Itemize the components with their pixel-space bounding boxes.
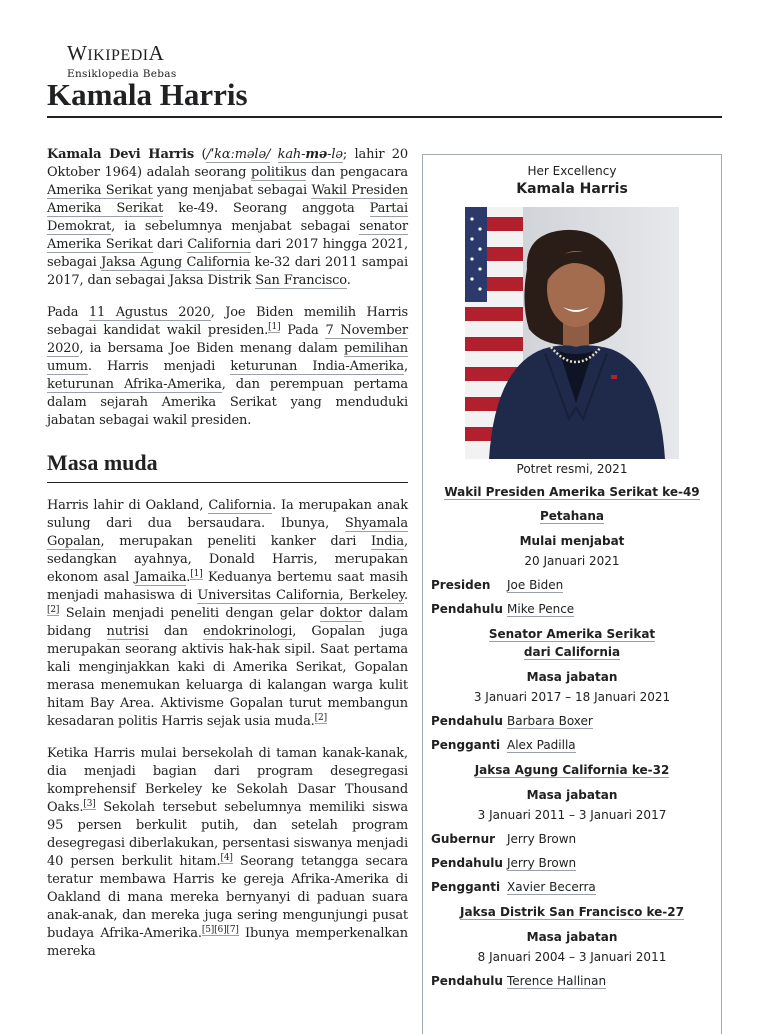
article-link[interactable]: Jaksa Agung California [101,255,251,270]
article-link[interactable]: keturunan India-Amerika [230,359,404,374]
text-run: Seorang tetangga secara teratur membawa Harris ke gereja Afrika-Amerika di Oakland di mana mereka bernyanyi di paduan suara anak-anak, dan mereka juga sering mengunjungi pusat budaya Afrika-Amerika. [47,854,409,941]
infobox-row [423,879,721,895]
text-run: Kamala Devi Harris [47,147,195,162]
infobox-row-label: Pengganti [431,738,501,752]
text-run [270,147,277,162]
district-attorney-term-dates: 8 Januari 2004 – 3 Januari 2011 [477,950,667,964]
district-attorney-term-label: Masa jabatan [526,930,618,944]
infobox-row-label: Pendahulu [431,856,503,870]
section-heading-masa-muda: Masa muda [47,448,408,483]
portrait-caption: Potret resmi, 2021 [516,462,628,476]
text-run: , Joe Biden memilih Harris sebagai kandidat wakil presiden. [47,305,408,338]
article-link[interactable]: India [371,534,405,549]
senator-term-dates: 3 Januari 2017 – 18 Januari 2021 [473,690,671,704]
attorney-general-term-dates: 3 Januari 2011 – 3 Januari 2017 [477,808,667,822]
text-run: dalam bidang [47,606,408,639]
article-link[interactable]: -lə [327,147,343,162]
text-run: yang menjabat sebagai [152,183,312,198]
section-paragraph-2 [47,745,408,961]
text-run: . [404,588,408,603]
section-body [47,497,408,961]
article-link[interactable]: San Francisco [255,273,347,288]
article-link[interactable]: pemilihan umum [47,341,408,374]
citation-ref[interactable]: [2] [314,712,327,723]
article-link[interactable]: kah- [277,147,306,162]
incumbent-label[interactable]: Petahana [539,509,605,523]
assumed-office-label: Mulai menjabat [519,534,625,548]
article-link[interactable]: 11 Agustus 2020 [88,305,211,320]
office-vice-president[interactable]: Wakil Presiden Amerika Serikat ke-49 [444,485,700,499]
text-run: Keduanya bertemu saat masih menjadi mahasiswa di [47,570,408,603]
infobox-row-link[interactable]: Joe Biden [507,578,564,592]
article-link[interactable]: senator Amerika Serikat [47,219,408,252]
office2-rows [423,713,721,753]
article-body [47,146,408,961]
text-run: dan pengacara [306,165,408,180]
infobox-row-link[interactable]: Terence Hallinan [507,974,607,988]
office4-rows [423,973,721,989]
text-run: dari 2017 hingga 2021, sebagai [47,237,408,270]
infobox-row-label: Pendahulu [431,602,503,616]
infobox [422,154,722,1034]
article-link[interactable]: doktor [319,606,362,621]
office1-rows [423,577,721,617]
infobox-row-label: Pendahulu [431,974,503,988]
text-run: , ia bersama Joe Biden menang dalam [79,341,345,356]
text-run: dan [148,624,204,639]
infobox-row [423,855,721,871]
infobox-name: Kamala Harris [516,181,628,197]
text-run: Selain menjadi peneliti dengan gelar [59,606,320,621]
text-run: ( [194,147,207,162]
text-run: Pada [280,323,326,338]
senator-term-label: Masa jabatan [526,670,618,684]
infobox-honorific: Her Excellency [527,164,617,178]
infobox-row-link[interactable]: Alex Padilla [507,738,576,752]
text-run: , [404,359,408,374]
text-run: ; lahir 20 Oktober 1964) adalah seorang [47,147,409,180]
text-run: dari [152,237,188,252]
page-title: Kamala Harris [47,77,248,112]
citation-ref[interactable]: [5][6][7] [201,924,239,935]
office3-rows [423,831,721,895]
article-link[interactable]: mə [305,147,328,162]
logo-tagline: Ensiklopedia Bebas [67,68,177,80]
citation-ref[interactable]: [1] [190,568,203,579]
infobox-row-link[interactable]: Barbara Boxer [507,714,593,728]
article-link[interactable]: Amerika Serikat [47,183,153,198]
infobox-row-link[interactable]: Xavier Becerra [507,880,596,894]
article-link[interactable]: California [187,237,251,252]
title-divider [47,116,722,118]
office-senator[interactable]: Senator Amerika Serikat dari California [488,627,656,659]
text-run: Harris lahir di Oakland, [47,498,209,513]
text-run: . Harris menjadi [87,359,231,374]
text-run: , ia sebelumnya menjabat sebagai [111,219,360,234]
citation-ref[interactable]: [4] [220,852,233,863]
text-run: . Ia merupakan anak sulung dari dua bersaudara. Ibunya, [47,498,409,531]
text-run: Ketika Harris mulai bersekolah di taman kanak-kanak, dia menjadi bagian dari program desegregasi komprehensif Berkeley ke Sekolah Dasar Thousand Oaks. [47,746,408,815]
article-link[interactable]: /ˈkɑːmələ/ [206,147,271,162]
text-run: Sekolah tersebut sebelumnya memiliki siswa 95 persen berkulit putih, dan setelah program desegregasi diberlakukan, persentasi siswanya menjadi 40 persen berkulit hitam. [47,800,408,869]
citation-ref[interactable]: [2] [47,604,60,615]
infobox-row-label: Pendahulu [431,714,503,728]
text-run: , dan perempuan pertama dalam sejarah Amerika Serikat yang menduduki jabatan sebagai wakil presiden. [47,377,408,428]
infobox-row-label: Pengganti [431,880,501,894]
text-run: , Gopalan juga merupakan seorang aktivis hak-hak sipil. Saat pertama kali menginjakkan kaki di Amerika Serikat, Gopalan merasa menemukan keluarga di kalangan warga kulit hitam Bay Area. Aktivisme Gopalan turut membangun kesadaran politis Harris sejak usia muda. [47,624,408,729]
office-district-attorney[interactable]: Jaksa Distrik San Francisco ke-27 [460,905,684,919]
office-attorney-general[interactable]: Jaksa Agung California ke-32 [474,763,670,777]
infobox-row-label: Gubernur [431,832,496,846]
infobox-row-value: Jerry Brown [507,832,577,846]
text-run: . [346,273,351,288]
article-link[interactable]: Universitas California, Berkeley [197,588,405,603]
article-link[interactable]: Jamaika [134,570,187,585]
text-run: Ibunya memperkenalkan mereka [47,926,408,959]
article-link[interactable]: keturunan Afrika-Amerika [47,377,222,392]
infobox-row-label: Presiden [431,578,491,592]
infobox-row [423,713,721,729]
article-link[interactable]: California [208,498,272,513]
infobox-row [423,973,721,989]
infobox-row [423,831,721,847]
infobox-row-link[interactable]: Mike Pence [507,602,575,616]
text-run: Pada [47,305,89,320]
article-link[interactable]: politikus [251,165,307,180]
article-link[interactable]: endokrinologi [203,624,293,639]
lead-paragraph-2 [47,304,408,430]
text-run: , merupakan peneliti kanker dari [100,534,372,549]
text-run: ke-49. Seorang anggota [163,201,370,216]
assumed-office-date: 20 Januari 2021 [524,554,620,568]
text-run: ke-32 dari 2011 sampai 2017, dan sebagai Jaksa Distrik [47,255,408,288]
citation-ref[interactable]: [3] [83,798,96,809]
attorney-general-term-label: Masa jabatan [526,788,618,802]
official-portrait-image[interactable] [465,207,679,459]
lead-paragraph-1 [47,146,408,290]
infobox-row-link[interactable]: Jerry Brown [507,856,577,870]
text-run: , sedangkan ayahnya, Donald Harris, merupakan ekonom asal [47,534,408,585]
article-link[interactable]: 7 November 2020 [47,323,408,356]
section-paragraph-1 [47,497,408,731]
infobox-row [423,601,721,617]
article-link[interactable]: Wakil Presiden Amerika Serikat [47,183,408,216]
logo-wordmark: WIKIPEDIA [67,41,165,65]
article-link[interactable]: nutrisi [106,624,149,639]
article-link[interactable]: Partai Demokrat [47,201,408,234]
citation-ref[interactable]: [1] [268,321,281,332]
infobox-row [423,737,721,753]
infobox-row [423,577,721,593]
article-link[interactable]: Shyamala Gopalan [47,516,408,549]
text-run: . [186,570,191,585]
